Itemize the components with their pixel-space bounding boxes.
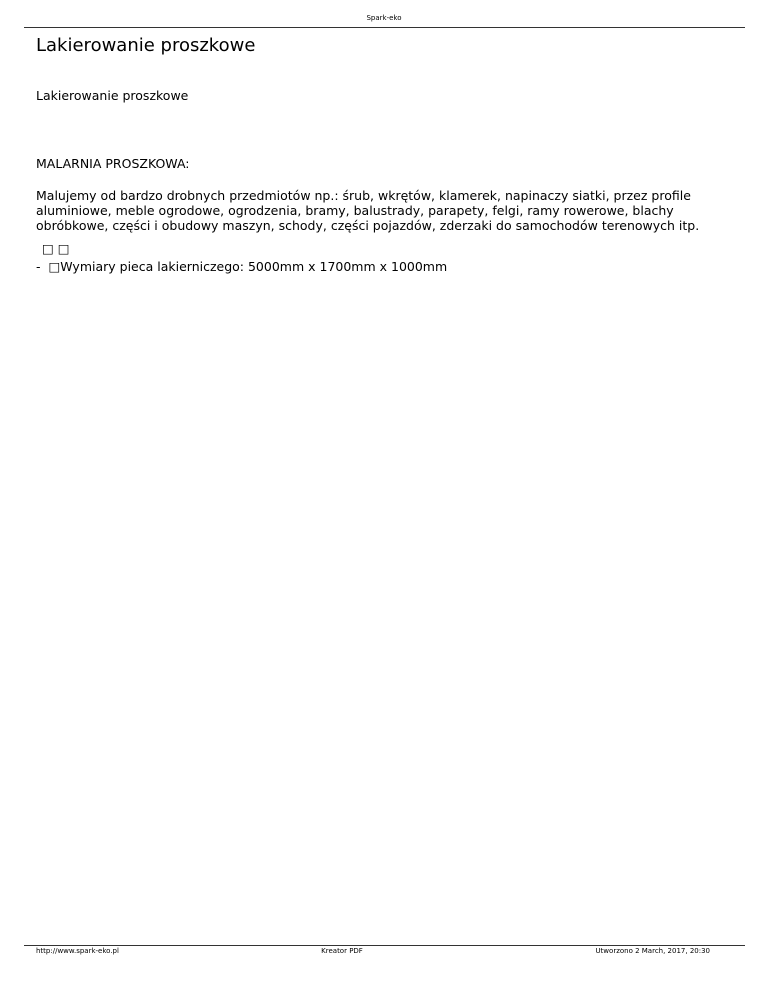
missing-glyph-row: □ □ (42, 241, 70, 256)
section-heading: MALARNIA PROSZKOWA: (36, 156, 190, 171)
article-subtitle: Lakierowanie proszkowe (36, 88, 189, 103)
article-description: Malujemy od bardzo drobnych przedmiotów np.: śrub, wkrętów, klamerek, napinaczy siatki, przez profile aluminiowe, meble ogrodowe, ogrodzenia, bramy, balustrady, parapety, felgi, ramy rowerowe, blachy obróbkowe, części i obudowy maszyn, schody, części pojazdów, zderzaki do samochodów terenowych itp. (36, 188, 700, 233)
footer-generator: Kreator PDF (321, 947, 363, 955)
page-title: Lakierowanie proszkowe (36, 35, 256, 56)
footer-created-date: Utworzono 2 March, 2017, 20:30 (595, 947, 710, 955)
page-header-site-name: Spark-eko (366, 14, 402, 22)
spec-bullet: - □ (36, 259, 61, 274)
footer-url-link[interactable]: http://www.spark-eko.pl (36, 947, 119, 955)
header-divider (24, 27, 745, 28)
footer-divider (24, 945, 745, 946)
spec-text: Wymiary pieca lakierniczego: 5000mm x 1700mm x 1000mm (60, 259, 448, 274)
spec-line (36, 259, 447, 275)
